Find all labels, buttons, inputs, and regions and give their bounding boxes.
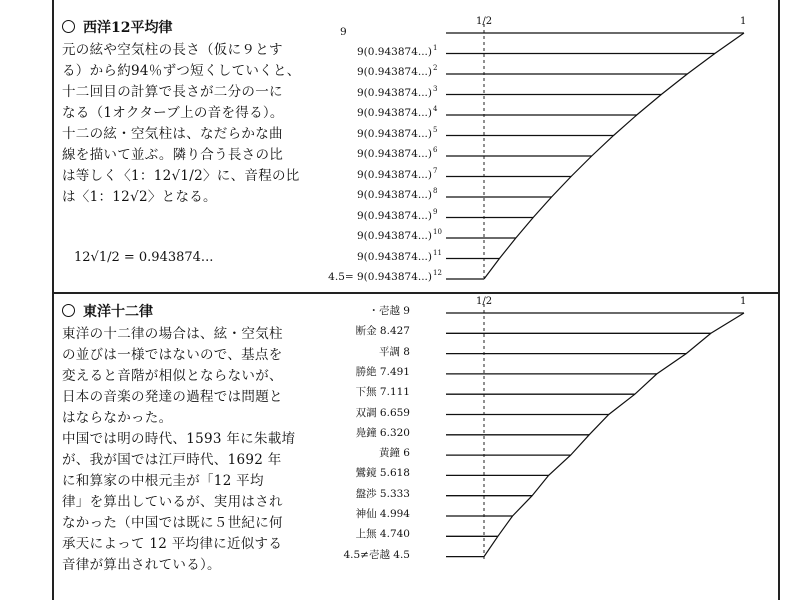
western-row-index: 1 xyxy=(433,43,438,52)
eastern-line: に和算家の中根元圭が「12 平均 xyxy=(62,473,264,489)
eastern-row-label: 鸞鏡 5.618 xyxy=(355,467,410,480)
western-row-index: 7 xyxy=(433,166,438,175)
western-row-label: 9(0.943874...) xyxy=(357,107,432,119)
eastern-row-label: 勝絶 7.491 xyxy=(355,365,410,378)
western-row-index: 8 xyxy=(433,187,438,195)
western-row-index: 11 xyxy=(433,248,442,257)
western-row-index: 6 xyxy=(433,146,438,154)
eastern-row-label: 盤渉 5.333 xyxy=(355,487,410,500)
western-row-label: 9(0.943874...) xyxy=(357,230,432,242)
eastern-row-label: 断金 8.427 xyxy=(355,325,410,338)
eastern-line: 日本の音楽の発達の過程では問題と xyxy=(62,389,283,405)
eastern-line: 変えると音階が相似とならないが、 xyxy=(62,368,283,384)
eastern-row-label: 黄鐘 6 xyxy=(378,447,410,460)
western-line: 十二の絃・空気柱は、なだらかな曲 xyxy=(62,126,283,142)
western-row-label: 9(0.943874...) xyxy=(357,66,432,78)
western-row-label: 4.5= 9(0.943874...) xyxy=(328,271,432,283)
western-line: る）から約94％ずつ短くしていくと、 xyxy=(62,63,301,79)
western-row-label: 9(0.943874...) xyxy=(357,148,432,160)
western-top-label: 9 xyxy=(340,26,347,38)
western-row-label: 9(0.943874...) xyxy=(357,189,432,201)
western-row-label: 9(0.943874...) xyxy=(357,86,432,99)
eastern-line: 音律が算出されている）。 xyxy=(62,557,221,573)
western-row-index: 3 xyxy=(433,84,438,93)
eastern-line: なかった（中国では既に５世紀に何 xyxy=(62,515,283,531)
eastern-row-label: 神仙 4.994 xyxy=(355,508,410,520)
eastern-line: 承天によって 12 平均律に近似する xyxy=(62,536,283,552)
eastern-row-label: 平調 8 xyxy=(378,345,410,358)
eastern-line: はならなかった。 xyxy=(62,410,173,426)
eastern-half-axis-label: 1/2 xyxy=(476,296,493,307)
eastern-row-label: 4.5≠壱越 4.5 xyxy=(343,548,410,561)
eastern-line: の並びは一様ではないので、基点を xyxy=(62,347,283,363)
western-row-index: 4 xyxy=(433,105,438,113)
eastern-line: 律」を算出しているが、実用はされ xyxy=(62,494,283,510)
western-row-index: 12 xyxy=(433,269,442,277)
eastern-line: 東洋の十二律の場合は、絃・空気柱 xyxy=(62,326,283,342)
western-line: 十二回目の計算で長さが二分の一に xyxy=(62,84,283,100)
eastern-line: が、我が国では江戸時代、1692 年 xyxy=(62,452,282,468)
western-line: 元の絃や空気柱の長さ（仮に９とす xyxy=(62,42,283,58)
eastern-row-label: 上無 4.740 xyxy=(355,528,410,541)
western-one-axis-label: 1 xyxy=(740,16,747,27)
western-line: なる（1オクターブ上の音を得る）。 xyxy=(62,105,284,121)
western-title-text: 西洋12平均律 xyxy=(83,20,173,36)
western-row-label: 9(0.943874...) xyxy=(357,127,432,140)
eastern-row-label: 鳧鐘 6.320 xyxy=(355,426,410,439)
western-line: は等しく〈1：12√1/2〉に、音程の比 xyxy=(62,168,300,184)
western-row-label: 9(0.943874...) xyxy=(357,250,432,263)
eastern-row-label: 下無 7.111 xyxy=(355,386,410,399)
western-row-index: 2 xyxy=(433,64,438,72)
western-formula: 12√1/2 = 0.943874... xyxy=(74,250,214,265)
eastern-row-label: ・壱越 9 xyxy=(368,305,410,317)
western-row-label: 9(0.943874...) xyxy=(357,168,432,181)
eastern-title-text: 東洋十二律 xyxy=(83,304,153,320)
eastern-one-axis-label: 1 xyxy=(740,296,747,307)
western-line: は〈1：12√2〉となる。 xyxy=(62,189,217,205)
eastern-line: 中国では明の時代、1593 年に朱載堉 xyxy=(62,431,296,447)
western-row-index: 10 xyxy=(433,228,442,236)
eastern-row-label: 双調 6.659 xyxy=(355,406,410,419)
western-line: 線を描いて並ぶ。隣り合う長さの比 xyxy=(62,147,284,163)
western-row-label: 9(0.943874...) xyxy=(357,209,432,222)
western-row-index: 5 xyxy=(433,125,438,134)
western-half-axis-label: 1/2 xyxy=(476,16,493,27)
western-row-index: 9 xyxy=(433,207,438,216)
western-row-label: 9(0.943874...) xyxy=(357,45,432,58)
